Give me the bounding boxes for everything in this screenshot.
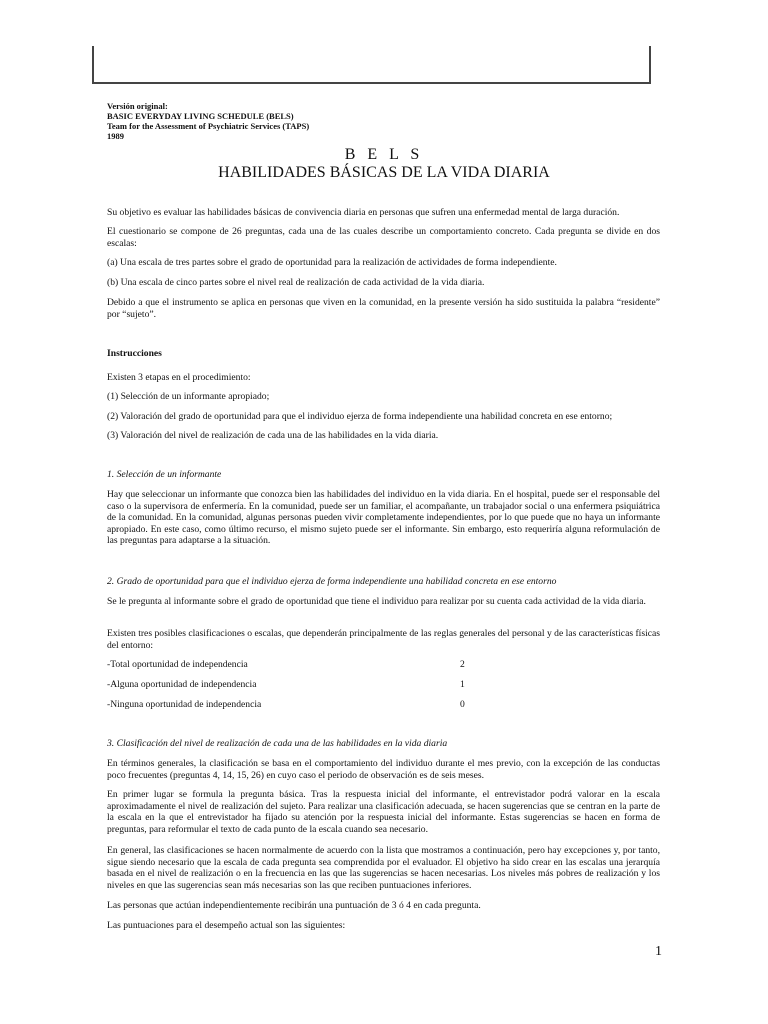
section-3-paragraph-1: En términos generales, la clasificación se basa en el comportamiento del individuo durante el mes previo, con la excepción de las conductas poco frecuentes (preguntas 4, 14, 15, 26) en cuyo caso el periodo de observación es de seis meses.	[107, 758, 660, 781]
section-2-heading: 2. Grado de oportunidad para que el individuo ejerza de forma independiente una habilidad concreta en ese entorno	[107, 576, 557, 587]
page-number: 1	[655, 944, 662, 959]
section-3-paragraph-2: En primer lugar se formula la pregunta básica. Tras la respuesta inicial del informante, el entrevistador podrá valorar en la escala aproximadamente el nivel de realización del sujeto. Para realizar una clasificación adecuada, se hacen sugerencias que se centran en la parte de la escala en la que el entrevistador ha fijado su atención por la respuesta inicial del informante. Estas sugerencias se hacen en forma de preguntas, para reformular el texto de cada punto de la escala cuando sea necesario.	[107, 789, 660, 835]
intro-paragraph-2: El cuestionario se compone de 26 preguntas, cada una de las cuales describe un comportamiento concreto. Cada pregunta se divide en dos escalas:	[107, 226, 660, 249]
section-3-paragraph-4: Las personas que actúan independientemente recibirán una puntuación de 3 ó 4 en cada pregunta.	[107, 900, 481, 911]
section-3-heading: 3. Clasificación del nivel de realización de cada una de las habilidades en la vida diaria	[107, 738, 448, 749]
intro-paragraph-1: Su objetivo es evaluar las habilidades básicas de convivencia diaria en personas que sufren una enfermedad mental de larga duración.	[107, 207, 620, 218]
scale-label: -Total oportunidad de independencia	[107, 659, 248, 670]
instructions-step-1: (1) Selección de un informante apropiado;	[107, 391, 270, 402]
original-title: BASIC EVERYDAY LIVING SCHEDULE (BELS)	[107, 111, 294, 121]
scale-value: 2	[460, 659, 465, 670]
intro-scale-a: (a) Una escala de tres partes sobre el grado de oportunidad para la realización de actividades de forma independiente.	[107, 257, 557, 268]
scale-value: 1	[460, 679, 465, 690]
instructions-step-3: (3) Valoración del nivel de realización de cada una de las habilidades en la vida diaria.	[107, 430, 439, 441]
intro-scale-b: (b) Una escala de cinco partes sobre el nivel real de realización de cada actividad de la vida diaria.	[107, 277, 485, 288]
section-3-paragraph-3: En general, las clasificaciones se hacen normalmente de acuerdo con la lista que mostramos a continuación, pero hay excepciones y, por tanto, sigue siendo necesario que la escala de cada pregunta sea comprendida por el evaluador. El objetivo ha sido crear en las escalas una jerarquía basada en el nivel de realización o en la frecuencia en las que las sugerencias se hacen necesarias. Los niveles más pobres de realización y los niveles en que las sugerencias sean más necesarias son las que reciben puntuaciones inferiores.	[107, 845, 660, 891]
original-version-block	[107, 101, 309, 141]
section-1-paragraph: Hay que seleccionar un informante que conozca bien las habilidades del individuo en la vida diaria. En el hospital, puede ser el responsable del caso o la supervisora de enfermería. En la comunidad, puede ser un familiar, el acompañante, un trabajador social o una enfermera psiquiátrica de la comunidad. En la comunidad, algunas personas pueden vivir completamente independientes, por lo que puede que no haya un informante apropiado. En este caso, como último recurso, el mismo sujeto puede ser el informante. Sin embargo, esto requeriría alguna reformulación de las preguntas para adaptarse a la situación.	[107, 489, 660, 547]
section-2-paragraph-2: Existen tres posibles clasificaciones o escalas, que dependerán principalmente de las reglas generales del personal y de las características físicas del entorno:	[107, 628, 660, 651]
header-frame	[92, 46, 651, 84]
instructions-step-2: (2) Valoración del grado de oportunidad para que el individuo ejerza de forma independiente una habilidad concreta en ese entorno;	[107, 411, 613, 422]
section-1-heading: 1. Selección de un informante	[107, 469, 222, 480]
document-title: HABILIDADES BÁSICAS DE LA VIDA DIARIA	[218, 164, 550, 181]
original-version-label: Versión original:	[107, 101, 168, 111]
instructions-heading: Instrucciones	[107, 348, 162, 359]
scale-label: -Alguna oportunidad de independencia	[107, 679, 257, 690]
section-2-paragraph-1: Se le pregunta al informante sobre el grado de oportunidad que tiene el individuo para realizar por su cuenta cada actividad de la vida diaria.	[107, 596, 646, 607]
section-3-paragraph-5: Las puntuaciones para el desempeño actual son las siguientes:	[107, 920, 346, 931]
original-authors: Team for the Assessment of Psychiatric Services (TAPS)	[107, 121, 310, 131]
original-year: 1989	[107, 131, 124, 141]
scale-value: 0	[460, 699, 465, 710]
scale-label: -Ninguna oportunidad de independencia	[107, 699, 262, 710]
document-acronym: B E L S	[344, 146, 424, 163]
instructions-paragraph-1: Existen 3 etapas en el procedimiento:	[107, 372, 251, 383]
intro-paragraph-5: Debido a que el instrumento se aplica en personas que viven en la comunidad, en la presente versión ha sido sustituida la palabra “residente” por “sujeto”.	[107, 297, 660, 320]
